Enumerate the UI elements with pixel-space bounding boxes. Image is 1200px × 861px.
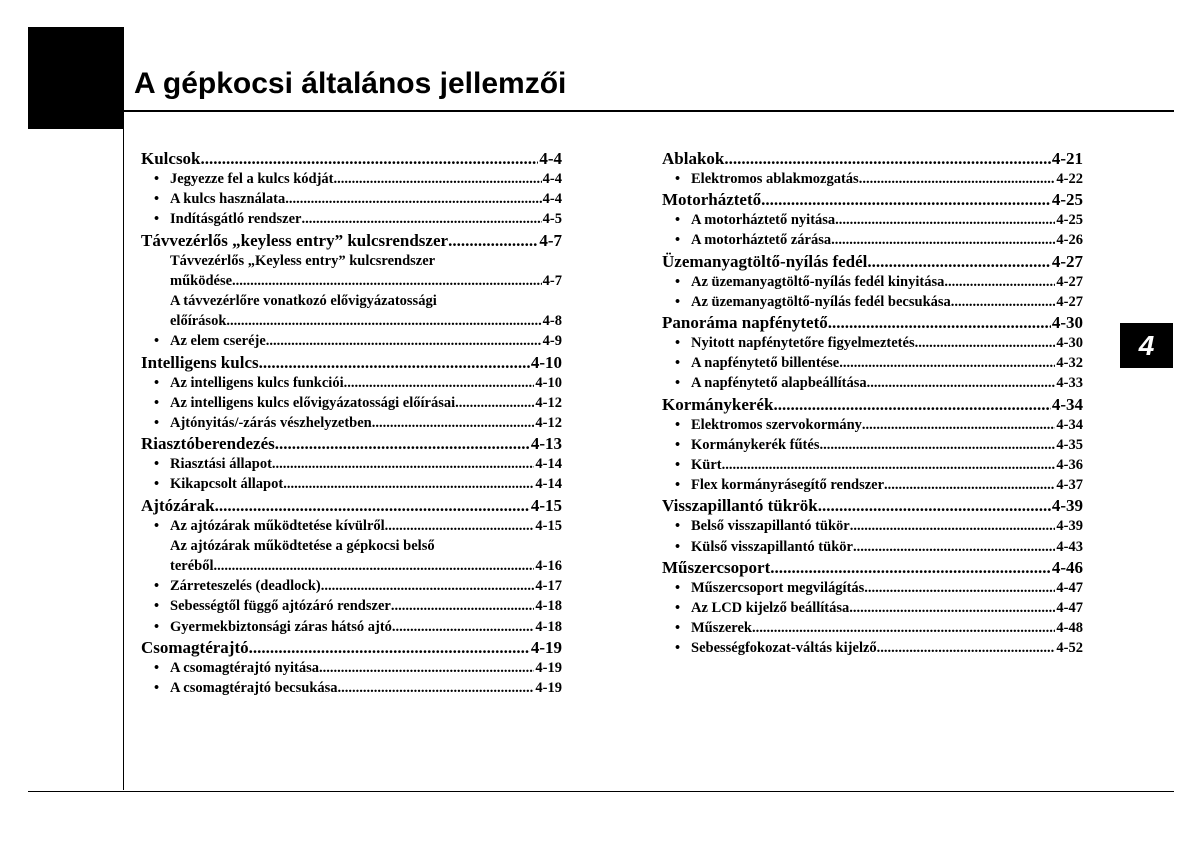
toc-item[interactable] <box>662 169 1083 189</box>
toc-right-column <box>662 148 1083 659</box>
toc-label: Sebességtől függő ajtózáró rendszer <box>170 598 391 615</box>
bullet-icon: • <box>154 415 160 432</box>
toc-item[interactable] <box>141 373 562 393</box>
toc-label: Intelligens kulcs <box>141 352 259 372</box>
toc-page-number: 4-12 <box>535 415 562 432</box>
toc-item[interactable] <box>141 331 562 351</box>
toc-label: Az elem cseréje <box>170 333 266 350</box>
dot-leader <box>334 169 542 189</box>
toc-page-number: 4-46 <box>1051 557 1083 577</box>
bullet-icon: • <box>154 476 160 493</box>
toc-section[interactable] <box>141 148 562 169</box>
dot-leader <box>226 311 541 331</box>
toc-label: Műszerek <box>691 620 752 637</box>
dot-leader <box>285 189 541 209</box>
dot-leader <box>385 516 535 536</box>
toc-page-number: 4-52 <box>1056 640 1083 657</box>
chapter-tab[interactable]: 4 <box>1120 323 1173 368</box>
toc-page-number: 4-15 <box>530 495 562 515</box>
toc-label: előírások <box>170 313 227 330</box>
bullet-icon: • <box>154 171 160 187</box>
toc-section[interactable] <box>141 352 562 373</box>
dot-leader <box>862 415 1056 435</box>
toc-item[interactable] <box>141 393 562 413</box>
toc-label: A napfénytető billentése <box>691 355 840 372</box>
dot-leader <box>319 658 534 678</box>
bullet-icon: • <box>154 517 160 534</box>
toc-label: Riasztóberendezés <box>141 434 275 454</box>
toc-label: Elektromos ablakmozgatás <box>691 171 859 187</box>
toc-page-number: 4-15 <box>535 517 562 534</box>
dot-leader <box>819 435 1055 455</box>
toc-item[interactable] <box>662 516 1083 536</box>
toc-section[interactable] <box>662 557 1083 578</box>
toc-page-number: 4-8 <box>542 313 562 330</box>
toc-page-number: 4-27 <box>1051 251 1083 271</box>
bullet-icon: • <box>675 375 681 392</box>
toc-item[interactable] <box>662 598 1083 618</box>
bullet-icon: • <box>675 335 681 352</box>
toc-item[interactable] <box>662 373 1083 393</box>
toc-label: működése <box>170 272 233 289</box>
toc-item[interactable] <box>662 618 1083 638</box>
toc-item[interactable] <box>662 210 1083 230</box>
toc-page-number: 4-30 <box>1051 313 1083 333</box>
toc-section[interactable] <box>662 312 1083 333</box>
toc-label: A csomagtérajtó becsukása <box>170 680 338 697</box>
bullet-icon: • <box>675 436 681 453</box>
dot-leader <box>761 189 1051 210</box>
toc-page-number: 4-17 <box>535 578 562 595</box>
bullet-icon: • <box>154 659 160 676</box>
toc-page-number: 4-33 <box>1056 375 1083 392</box>
dot-leader <box>867 373 1056 393</box>
toc-section[interactable] <box>662 394 1083 415</box>
dot-leader <box>455 393 534 413</box>
toc-item[interactable] <box>662 415 1083 435</box>
toc-page-number: 4-32 <box>1056 355 1083 372</box>
bullet-icon: • <box>675 518 681 535</box>
bullet-icon: • <box>154 211 160 228</box>
dot-leader <box>215 495 530 516</box>
toc-item-first-line: Távvezérlős „Keyless entry” kulcsrendszer <box>170 252 436 269</box>
toc-item[interactable] <box>141 271 562 291</box>
toc-label: Műszercsoport <box>662 557 771 577</box>
toc-page-number: 4-21 <box>1051 149 1083 168</box>
toc-page-number: 4-19 <box>530 637 562 657</box>
toc-item[interactable] <box>662 353 1083 373</box>
toc-label: Kulcsok <box>141 149 201 168</box>
toc-label: Flex kormányrásegítő rendszer <box>691 477 885 494</box>
toc-label: A csomagtérajtó nyitása <box>170 659 320 676</box>
toc-item[interactable] <box>141 556 562 576</box>
toc-page-number: 4-30 <box>1056 335 1083 352</box>
bullet-icon: • <box>675 579 681 596</box>
toc-item[interactable] <box>141 576 562 596</box>
toc-label: Riasztási állapot <box>170 456 272 473</box>
dot-leader <box>392 617 535 637</box>
dot-leader <box>818 495 1051 516</box>
toc-page-number: 4-18 <box>535 598 562 615</box>
toc-label: Az ajtózárak működtetése kívülről <box>170 517 385 534</box>
toc-page-number: 4-43 <box>1056 538 1083 555</box>
toc-item[interactable] <box>662 435 1083 455</box>
bullet-icon: • <box>675 538 681 555</box>
dot-leader <box>884 475 1055 495</box>
toc-label: Elektromos szervokormány <box>691 416 862 433</box>
toc-label: Gyermekbiztonsági záras hátsó ajtó <box>170 618 392 635</box>
toc-page-number: 4-4 <box>539 149 562 168</box>
toc-page-number: 4-12 <box>535 394 562 411</box>
toc-item[interactable] <box>662 272 1083 292</box>
toc-item[interactable] <box>141 189 562 209</box>
dot-leader <box>773 394 1050 415</box>
toc-item[interactable] <box>141 678 562 698</box>
toc-page-number: 4-27 <box>1056 293 1083 310</box>
footer-rule <box>28 791 1174 792</box>
toc-page-number: 4-22 <box>1056 171 1083 187</box>
dot-leader <box>839 353 1055 373</box>
toc-page-number: 4-18 <box>535 618 562 635</box>
toc-label: Az LCD kijelző beállítása <box>691 600 850 617</box>
toc-page-number: 4-19 <box>535 659 562 676</box>
toc-page-number: 4-5 <box>542 211 562 228</box>
toc-section[interactable] <box>141 637 562 658</box>
toc-label: A motorháztető nyitása <box>691 212 836 229</box>
bullet-icon: • <box>675 416 681 433</box>
toc-left-column <box>141 148 562 698</box>
dot-leader <box>259 352 530 373</box>
toc-page-number: 4-19 <box>535 680 562 697</box>
dot-leader <box>722 455 1056 475</box>
dot-leader <box>266 331 542 351</box>
toc-label: A motorháztető zárása <box>691 232 832 249</box>
toc-item[interactable] <box>662 475 1083 495</box>
bullet-icon: • <box>154 618 160 635</box>
dot-leader <box>391 596 535 616</box>
toc-page-number: 4-4 <box>542 191 562 208</box>
toc-page-number: 4-27 <box>1056 273 1083 290</box>
toc-section[interactable] <box>141 230 562 251</box>
bullet-icon: • <box>675 212 681 229</box>
toc-label: Külső visszapillantó tükör <box>691 538 853 555</box>
toc-label: Műszercsoport megvilágítás <box>691 579 865 596</box>
dot-leader <box>272 454 535 474</box>
page-title: A gépkocsi általános jellemzői <box>134 67 567 100</box>
margin-rule <box>123 110 124 790</box>
bullet-icon: • <box>154 598 160 615</box>
dot-leader <box>915 333 1056 353</box>
dot-leader <box>321 576 535 596</box>
toc-item[interactable] <box>141 311 562 331</box>
bullet-icon: • <box>154 333 160 350</box>
toc-page-number: 4-14 <box>535 476 562 493</box>
toc-item[interactable] <box>662 537 1083 557</box>
toc-label: Belső visszapillantó tükör <box>691 518 850 535</box>
toc-page-number: 4-10 <box>530 352 562 372</box>
toc-label: Kormánykerék <box>662 394 774 414</box>
toc-item[interactable] <box>141 474 562 494</box>
dot-leader <box>835 210 1055 230</box>
toc-label: Nyitott napfénytetőre figyelmeztetés <box>691 335 915 352</box>
dot-leader <box>448 230 538 251</box>
toc-page-number: 4-39 <box>1056 518 1083 535</box>
dot-leader <box>859 169 1056 189</box>
bullet-icon: • <box>675 600 681 617</box>
dot-leader <box>867 251 1050 272</box>
toc-label: teréből <box>170 558 214 575</box>
toc-page-number: 4-39 <box>1051 496 1083 516</box>
toc-section[interactable] <box>662 189 1083 210</box>
toc-item-first-line: A távvezérlőre vonatkozó elővigyázatossági <box>170 293 437 310</box>
dot-leader <box>831 230 1055 250</box>
toc-section[interactable] <box>662 251 1083 272</box>
toc-page-number: 4-34 <box>1051 394 1083 414</box>
bullet-icon: • <box>154 374 160 391</box>
bullet-icon: • <box>154 680 160 697</box>
toc-item[interactable] <box>662 333 1083 353</box>
toc-label: A napfénytető alapbeállítása <box>691 375 867 392</box>
dot-leader <box>752 618 1055 638</box>
toc-label: Motorháztető <box>662 190 762 210</box>
toc-label: A kulcs használata <box>170 191 286 208</box>
toc-label: Távvezérlős „keyless entry” kulcsrendszer <box>141 230 449 250</box>
bullet-icon: • <box>154 456 160 473</box>
toc-item[interactable] <box>141 658 562 678</box>
toc-label: Visszapillantó tükrök <box>662 496 818 516</box>
dot-leader <box>344 373 535 393</box>
dot-leader <box>724 148 1050 169</box>
dot-leader <box>877 638 1056 658</box>
toc-page-number: 4-47 <box>1056 600 1083 617</box>
toc-item[interactable] <box>141 413 562 433</box>
bullet-icon: • <box>675 640 681 657</box>
toc-page-number: 4-37 <box>1056 477 1083 494</box>
dot-leader <box>249 637 530 658</box>
dot-leader <box>853 537 1055 557</box>
chapter-header-block <box>28 27 124 129</box>
toc-item[interactable] <box>662 292 1083 312</box>
dot-leader <box>338 678 535 698</box>
header-rule <box>124 110 1174 112</box>
toc-page-number: 4-35 <box>1056 436 1083 453</box>
bullet-icon: • <box>675 477 681 494</box>
dot-leader <box>283 474 534 494</box>
toc-item[interactable] <box>141 516 562 536</box>
bullet-icon: • <box>675 232 681 249</box>
dot-leader <box>951 292 1056 312</box>
toc-section[interactable] <box>141 433 562 454</box>
dot-leader <box>232 271 542 291</box>
toc-page-number: 4-48 <box>1056 620 1083 637</box>
toc-label: Zárreteszelés (deadlock) <box>170 578 321 595</box>
dot-leader <box>850 516 1056 536</box>
dot-leader <box>828 312 1051 333</box>
toc-label: Az intelligens kulcs funkciói <box>170 374 344 391</box>
dot-leader <box>770 557 1051 578</box>
toc-item[interactable] <box>662 455 1083 475</box>
toc-page-number: 4-34 <box>1056 416 1083 433</box>
toc-label: Sebességfokozat-váltás kijelző <box>691 640 877 657</box>
toc-label: Jegyezze fel a kulcs kódját <box>170 171 334 187</box>
toc-item[interactable] <box>141 209 562 229</box>
dot-leader <box>849 598 1055 618</box>
bullet-icon: • <box>675 355 681 372</box>
dot-leader <box>213 556 534 576</box>
dot-leader <box>201 148 539 169</box>
toc-label: Ajtózárak <box>141 495 215 515</box>
bullet-icon: • <box>154 191 160 208</box>
bullet-icon: • <box>675 620 681 637</box>
toc-item[interactable] <box>141 596 562 616</box>
toc-item[interactable] <box>141 169 562 189</box>
dot-leader <box>944 272 1055 292</box>
toc-item[interactable] <box>141 617 562 637</box>
toc-page-number: 4-10 <box>535 374 562 391</box>
toc-label: Az üzemanyagtöltő-nyílás fedél becsukása <box>691 293 951 310</box>
toc-page-number: 4-25 <box>1051 190 1083 210</box>
toc-page-number: 4-36 <box>1056 457 1083 474</box>
toc-page-number: 4-9 <box>542 333 562 350</box>
toc-page-number: 4-16 <box>535 558 562 575</box>
toc-page-number: 4-4 <box>542 171 562 187</box>
bullet-icon: • <box>675 273 681 290</box>
toc-page-number: 4-7 <box>539 230 562 250</box>
bullet-icon: • <box>675 171 681 187</box>
bullet-icon: • <box>675 457 681 474</box>
dot-leader <box>301 209 541 229</box>
toc-page-number: 4-14 <box>535 456 562 473</box>
toc-item[interactable] <box>141 454 562 474</box>
toc-section[interactable] <box>141 495 562 516</box>
toc-label: Indításgátló rendszer <box>170 211 302 228</box>
toc-label: Csomagtérajtó <box>141 637 249 657</box>
toc-label: Az üzemanyagtöltő-nyílás fedél kinyitása <box>691 273 945 290</box>
dot-leader <box>275 433 530 454</box>
toc-section[interactable] <box>662 148 1083 169</box>
toc-label: Kikapcsolt állapot <box>170 476 284 493</box>
toc-label: Panoráma napfénytető <box>662 313 828 333</box>
toc-page-number: 4-25 <box>1056 212 1083 229</box>
toc-item[interactable] <box>662 230 1083 250</box>
toc-label: Az intelligens kulcs elővigyázatossági előírásai <box>170 394 456 411</box>
toc-label: Kürt <box>691 457 722 474</box>
toc-item[interactable] <box>662 638 1083 658</box>
toc-label: Ablakok <box>662 149 725 168</box>
toc-page-number: 4-13 <box>530 434 562 454</box>
toc-page-number: 4-26 <box>1056 232 1083 249</box>
toc-page-number: 4-47 <box>1056 579 1083 596</box>
toc-label: Kormánykerék fűtés <box>691 436 820 453</box>
toc-page-number: 4-7 <box>542 272 562 289</box>
toc-section[interactable] <box>662 495 1083 516</box>
bullet-icon: • <box>154 394 160 411</box>
dot-leader <box>864 578 1055 598</box>
toc-item-first-line: Az ajtózárak működtetése a gépkocsi belső <box>170 537 435 554</box>
toc-item[interactable] <box>662 578 1083 598</box>
bullet-icon: • <box>675 293 681 310</box>
toc-label: Üzemanyagtöltő-nyílás fedél <box>662 251 868 271</box>
toc-label: Ajtónyitás/-zárás vészhelyzetben <box>170 415 372 432</box>
bullet-icon: • <box>154 578 160 595</box>
dot-leader <box>372 413 535 433</box>
